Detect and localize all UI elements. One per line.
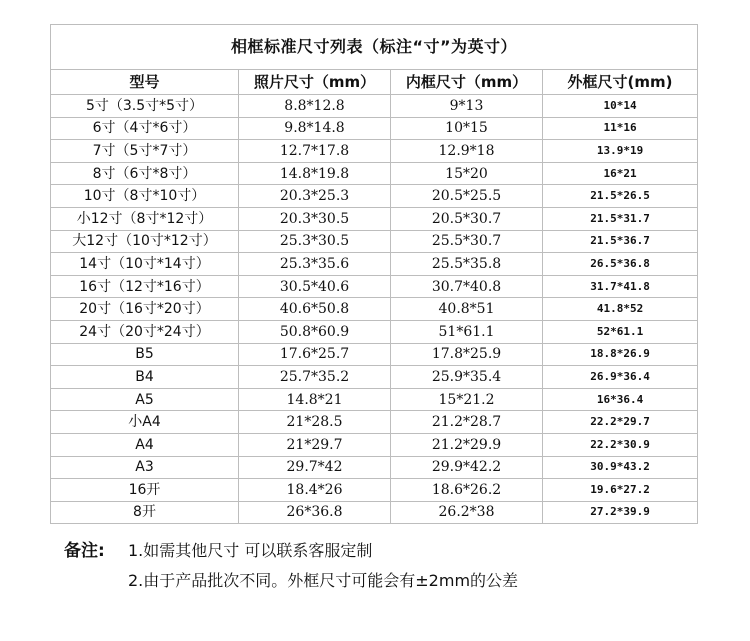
cell-outer-size: 22.2*30.9 bbox=[543, 433, 698, 456]
cell-model: A5 bbox=[51, 388, 239, 411]
table-row bbox=[51, 388, 698, 411]
cell-model: 14寸（10寸*14寸） bbox=[51, 253, 239, 276]
cell-model: 大12寸（10寸*12寸） bbox=[51, 230, 239, 253]
header-photo-size: 照片尺寸（mm） bbox=[239, 70, 391, 95]
table-row bbox=[51, 275, 698, 298]
table-row bbox=[51, 298, 698, 321]
cell-photo-size: 25.3*30.5 bbox=[239, 230, 391, 253]
cell-photo-size: 50.8*60.9 bbox=[239, 320, 391, 343]
header-row bbox=[51, 70, 698, 95]
cell-outer-size: 16*36.4 bbox=[543, 388, 698, 411]
table-row bbox=[51, 433, 698, 456]
cell-model: 6寸（4寸*6寸） bbox=[51, 117, 239, 140]
cell-outer-size: 19.6*27.2 bbox=[543, 479, 698, 502]
cell-inner-size: 12.9*18 bbox=[391, 140, 543, 163]
cell-photo-size: 26*36.8 bbox=[239, 501, 391, 524]
table-row bbox=[51, 343, 698, 366]
cell-inner-size: 18.6*26.2 bbox=[391, 479, 543, 502]
note-line-1 bbox=[64, 536, 518, 566]
cell-model: 16寸（12寸*16寸） bbox=[51, 275, 239, 298]
cell-photo-size: 21*29.7 bbox=[239, 433, 391, 456]
cell-outer-size: 10*14 bbox=[543, 95, 698, 118]
cell-model: B4 bbox=[51, 366, 239, 389]
table-row bbox=[51, 501, 698, 524]
cell-model: A3 bbox=[51, 456, 239, 479]
cell-inner-size: 21.2*29.9 bbox=[391, 433, 543, 456]
cell-photo-size: 40.6*50.8 bbox=[239, 298, 391, 321]
table-row bbox=[51, 185, 698, 208]
cell-inner-size: 51*61.1 bbox=[391, 320, 543, 343]
cell-model: 16开 bbox=[51, 479, 239, 502]
cell-photo-size: 21*28.5 bbox=[239, 411, 391, 434]
table-row bbox=[51, 479, 698, 502]
header-model: 型号 bbox=[51, 70, 239, 95]
table-row bbox=[51, 162, 698, 185]
cell-inner-size: 21.2*28.7 bbox=[391, 411, 543, 434]
table-row bbox=[51, 411, 698, 434]
cell-model: 小A4 bbox=[51, 411, 239, 434]
cell-inner-size: 17.8*25.9 bbox=[391, 343, 543, 366]
cell-inner-size: 25.9*35.4 bbox=[391, 366, 543, 389]
cell-photo-size: 9.8*14.8 bbox=[239, 117, 391, 140]
cell-inner-size: 10*15 bbox=[391, 117, 543, 140]
cell-model: 8开 bbox=[51, 501, 239, 524]
cell-inner-size: 20.5*25.5 bbox=[391, 185, 543, 208]
cell-outer-size: 26.9*36.4 bbox=[543, 366, 698, 389]
cell-outer-size: 31.7*41.8 bbox=[543, 275, 698, 298]
table-title: 相框标准尺寸列表（标注“寸”为英寸） bbox=[51, 25, 698, 70]
cell-outer-size: 41.8*52 bbox=[543, 298, 698, 321]
cell-inner-size: 25.5*35.8 bbox=[391, 253, 543, 276]
cell-outer-size: 16*21 bbox=[543, 162, 698, 185]
cell-photo-size: 12.7*17.8 bbox=[239, 140, 391, 163]
table-row bbox=[51, 95, 698, 118]
cell-outer-size: 21.5*36.7 bbox=[543, 230, 698, 253]
cell-model: 24寸（20寸*24寸） bbox=[51, 320, 239, 343]
cell-outer-size: 30.9*43.2 bbox=[543, 456, 698, 479]
cell-photo-size: 14.8*21 bbox=[239, 388, 391, 411]
cell-outer-size: 22.2*29.7 bbox=[543, 411, 698, 434]
cell-outer-size: 21.5*26.5 bbox=[543, 185, 698, 208]
cell-photo-size: 30.5*40.6 bbox=[239, 275, 391, 298]
cell-inner-size: 20.5*30.7 bbox=[391, 207, 543, 230]
notes-label: 备注: bbox=[64, 541, 105, 561]
cell-photo-size: 25.7*35.2 bbox=[239, 366, 391, 389]
cell-model: 10寸（8寸*10寸） bbox=[51, 185, 239, 208]
cell-model: 8寸（6寸*8寸） bbox=[51, 162, 239, 185]
note-item: 2.由于产品批次不同。外框尺寸可能会有±2mm的公差 bbox=[128, 571, 519, 590]
cell-outer-size: 52*61.1 bbox=[543, 320, 698, 343]
cell-inner-size: 26.2*38 bbox=[391, 501, 543, 524]
size-table-container bbox=[50, 24, 697, 524]
table-row bbox=[51, 140, 698, 163]
table-row bbox=[51, 366, 698, 389]
cell-photo-size: 17.6*25.7 bbox=[239, 343, 391, 366]
note-item: 1.如需其他尺寸 可以联系客服定制 bbox=[128, 541, 373, 560]
table-row bbox=[51, 456, 698, 479]
cell-model: 7寸（5寸*7寸） bbox=[51, 140, 239, 163]
cell-inner-size: 30.7*40.8 bbox=[391, 275, 543, 298]
table-row bbox=[51, 207, 698, 230]
cell-inner-size: 15*20 bbox=[391, 162, 543, 185]
header-outer-size: 外框尺寸(mm) bbox=[543, 70, 698, 95]
cell-photo-size: 14.8*19.8 bbox=[239, 162, 391, 185]
table-row bbox=[51, 253, 698, 276]
cell-model: 小12寸（8寸*12寸） bbox=[51, 207, 239, 230]
cell-outer-size: 26.5*36.8 bbox=[543, 253, 698, 276]
cell-outer-size: 18.8*26.9 bbox=[543, 343, 698, 366]
table-row bbox=[51, 320, 698, 343]
cell-inner-size: 9*13 bbox=[391, 95, 543, 118]
cell-model: B5 bbox=[51, 343, 239, 366]
cell-photo-size: 20.3*25.3 bbox=[239, 185, 391, 208]
note-line-2 bbox=[64, 566, 518, 596]
cell-model: 5寸（3.5寸*5寸） bbox=[51, 95, 239, 118]
cell-photo-size: 25.3*35.6 bbox=[239, 253, 391, 276]
cell-photo-size: 20.3*30.5 bbox=[239, 207, 391, 230]
frame-size-table bbox=[50, 24, 698, 524]
notes-section bbox=[64, 536, 518, 596]
cell-photo-size: 8.8*12.8 bbox=[239, 95, 391, 118]
cell-photo-size: 18.4*26 bbox=[239, 479, 391, 502]
cell-model: A4 bbox=[51, 433, 239, 456]
cell-inner-size: 40.8*51 bbox=[391, 298, 543, 321]
cell-photo-size: 29.7*42 bbox=[239, 456, 391, 479]
cell-outer-size: 13.9*19 bbox=[543, 140, 698, 163]
cell-model: 20寸（16寸*20寸） bbox=[51, 298, 239, 321]
cell-inner-size: 29.9*42.2 bbox=[391, 456, 543, 479]
cell-outer-size: 21.5*31.7 bbox=[543, 207, 698, 230]
cell-inner-size: 25.5*30.7 bbox=[391, 230, 543, 253]
cell-inner-size: 15*21.2 bbox=[391, 388, 543, 411]
table-row bbox=[51, 230, 698, 253]
header-inner-size: 内框尺寸（mm） bbox=[391, 70, 543, 95]
cell-outer-size: 27.2*39.9 bbox=[543, 501, 698, 524]
cell-outer-size: 11*16 bbox=[543, 117, 698, 140]
table-row bbox=[51, 117, 698, 140]
